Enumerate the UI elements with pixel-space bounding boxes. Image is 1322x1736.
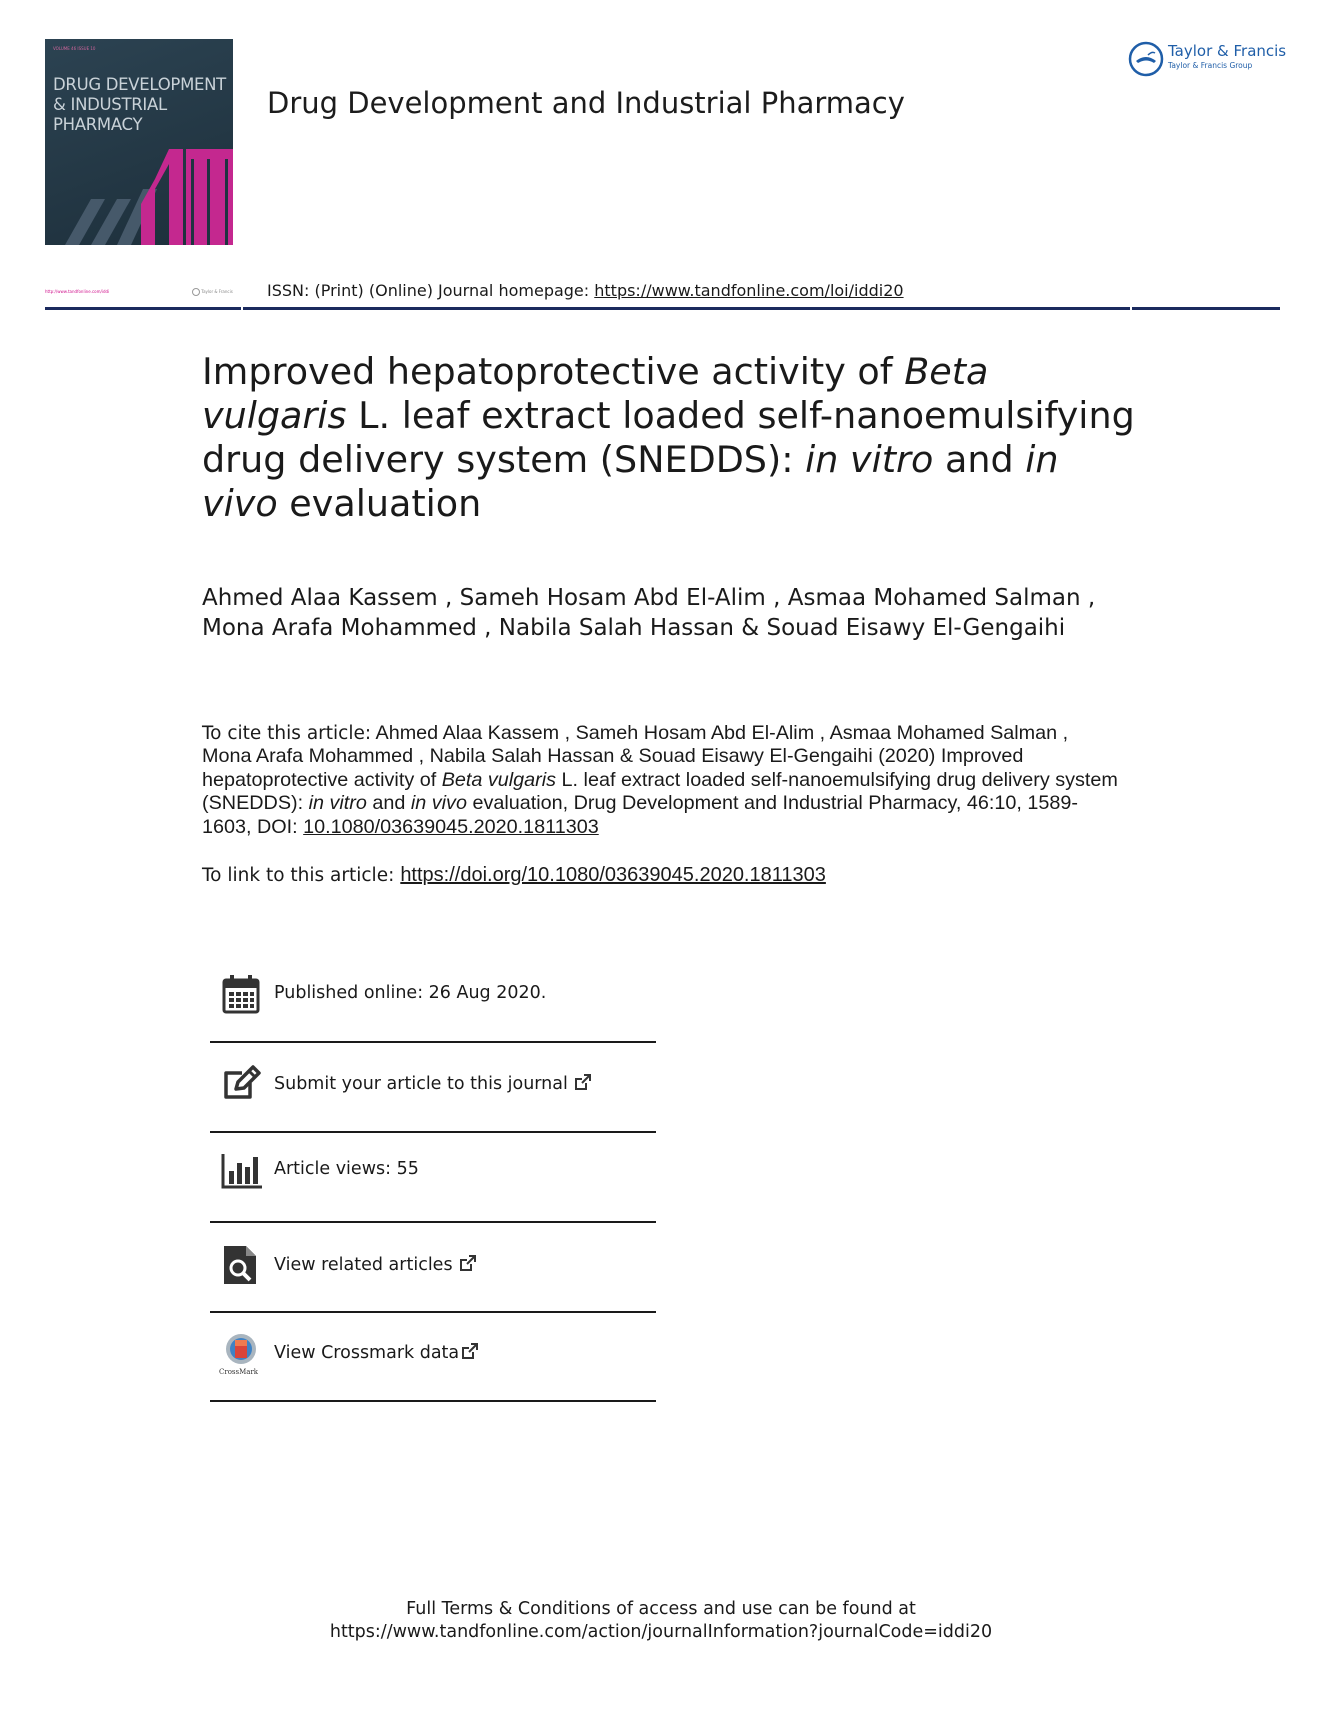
crossmark-logo-text: CrossMark xyxy=(219,1368,259,1376)
bar-chart-icon xyxy=(220,1149,262,1191)
submit-article-link[interactable] xyxy=(274,1073,592,1094)
citation-italic: in vivo xyxy=(410,792,467,815)
document-search-icon xyxy=(220,1244,262,1286)
tiny-journal-link[interactable]: http://www.tandfonline.com/iddi xyxy=(45,289,110,294)
footer-terms-url[interactable]: https://www.tandfonline.com/action/journalInformation?journalCode=iddi20 xyxy=(329,1622,993,1642)
journal-cover xyxy=(45,39,233,245)
citation-text: L. leaf extract loaded self-nanoemulsifying drug delivery system (SNEDDS): xyxy=(202,768,1118,815)
crossmark-row[interactable] xyxy=(210,1322,656,1382)
title-text: L. leaf extract loaded self-nanoemulsifying drug delivery system (SNEDDS): xyxy=(202,394,1135,481)
issn-label: ISSN: (Print) (Online) Journal homepage: xyxy=(267,281,595,300)
title-text: Improved hepatoprotective activity of xyxy=(202,350,905,393)
publisher-group: Taylor & Francis Group xyxy=(1168,61,1253,70)
edit-icon xyxy=(220,1063,262,1105)
info-divider xyxy=(210,1041,656,1043)
citation-text: evaluation, Drug Development and Industrial Pharmacy, 46:10, 1589-1603, DOI: xyxy=(202,792,1078,838)
header-divider-gap xyxy=(241,307,243,310)
article-views-row xyxy=(210,1139,656,1199)
title-italic: in vivo xyxy=(202,438,1059,525)
citation-label: To cite this article: xyxy=(202,723,372,744)
citation-text: and xyxy=(366,792,411,815)
cover-issue-text: VOLUME 46 ISSUE 10 xyxy=(53,46,96,51)
cover-title: DRUG DEVELOPMENT & INDUSTRIAL PHARMACY xyxy=(53,75,226,134)
title-italic: in vitro xyxy=(805,438,934,481)
header-divider xyxy=(45,307,1280,310)
article-title xyxy=(202,350,1142,526)
title-italic: Beta vulgaris xyxy=(202,350,989,437)
crossmark-link[interactable] xyxy=(274,1342,479,1363)
external-link-icon xyxy=(461,1342,479,1360)
published-online-row xyxy=(210,963,656,1023)
tiny-logo-text: Taylor & Francis xyxy=(201,289,233,294)
publisher-logo[interactable] xyxy=(1128,40,1287,78)
header-divider-gap xyxy=(1130,307,1132,310)
article-link-label: To link to this article: xyxy=(202,865,395,886)
article-link-line xyxy=(202,864,826,887)
related-articles-row[interactable] xyxy=(210,1234,656,1294)
publisher-name: Taylor & Francis xyxy=(1168,42,1287,60)
crossmark-text: View Crossmark data xyxy=(274,1343,460,1363)
submit-article-text: Submit your article to this journal xyxy=(274,1074,568,1094)
calendar-icon xyxy=(220,973,262,1015)
info-divider xyxy=(210,1221,656,1223)
submit-article-row[interactable] xyxy=(210,1053,656,1113)
info-divider xyxy=(210,1131,656,1133)
footer xyxy=(0,1598,1322,1644)
tiny-logo-icon xyxy=(192,288,200,296)
citation-doi-link[interactable]: 10.1080/03639045.2020.1811303 xyxy=(303,815,599,838)
related-articles-text: View related articles xyxy=(274,1255,453,1275)
tiny-publisher-logo xyxy=(192,288,233,296)
article-doi-url[interactable]: https://doi.org/10.1080/03639045.2020.1811303 xyxy=(400,864,826,886)
citation-block xyxy=(202,722,1122,839)
published-online-text: Published online: 26 Aug 2020. xyxy=(274,983,547,1003)
info-divider xyxy=(210,1400,656,1402)
crossmark-logo xyxy=(220,1332,262,1374)
footer-terms-text: Full Terms & Conditions of access and use can be found at xyxy=(406,1599,916,1619)
citation-italic: in vitro xyxy=(308,792,367,815)
cover-stripes-graphic xyxy=(45,39,233,245)
external-link-icon xyxy=(459,1254,477,1272)
issn-line xyxy=(267,281,904,300)
article-authors: Ahmed Alaa Kassem , Sameh Hosam Abd El-Alim , Asmaa Mohamed Salman , Mona Arafa Mohammed , Nabila Salah Hassan & Souad Eisawy El-Gengaihi xyxy=(202,585,1096,641)
related-articles-link[interactable] xyxy=(274,1254,477,1275)
citation-text: Ahmed Alaa Kassem , Sameh Hosam Abd El-Alim , Asmaa Mohamed Salman , Mona Arafa Mohammed , Nabila Salah Hassan & Souad Eisawy El-Gengaihi (2020) Improved hepatoprotective activity of xyxy=(202,722,1069,791)
citation-italic: Beta vulgaris xyxy=(441,768,557,791)
title-text: and xyxy=(933,438,1026,481)
crossmark-icon xyxy=(220,1332,262,1368)
journal-title: Drug Development and Industrial Pharmacy xyxy=(267,86,905,120)
info-divider xyxy=(210,1311,656,1313)
journal-homepage-link[interactable]: https://www.tandfonline.com/loi/iddi20 xyxy=(594,281,904,300)
article-views-text: Article views: 55 xyxy=(274,1159,419,1179)
publisher-lamp-icon xyxy=(1128,41,1164,77)
title-text: evaluation xyxy=(277,482,482,525)
external-link-icon xyxy=(574,1073,592,1091)
